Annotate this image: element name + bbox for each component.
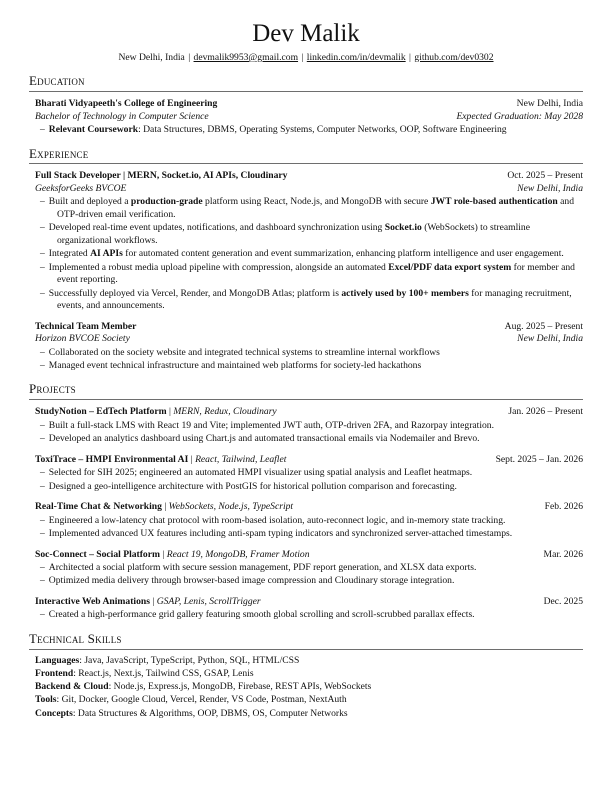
section-skills	[29, 631, 583, 720]
bullet-marker: –	[40, 562, 45, 574]
email-link[interactable]: devmalik9953@gmail.com	[193, 51, 299, 63]
skill-colon: :	[72, 707, 78, 719]
skill-row	[35, 667, 583, 680]
text-segment: and OTP-driven email verification.	[57, 196, 575, 220]
bullet-item	[35, 360, 583, 372]
text-segment: Architected a social platform with secure session management, PDF report generation, and XLSX data exports.	[48, 562, 477, 574]
project-name: Soc-Connect – Social Platform	[35, 548, 160, 560]
pipe-separator: |	[301, 51, 304, 63]
degree-name: Bachelor of Technology in Computer Science	[35, 110, 209, 122]
bullet-text	[49, 575, 455, 586]
text-segment: Designed a geo-intelligence architecture with PostGIS for historical pollution comparison and forecasting.	[48, 480, 457, 492]
bullet-text	[49, 420, 494, 431]
bullet-item	[35, 528, 583, 540]
skill-label: Frontend	[35, 668, 74, 680]
project-tech: WebSockets, Node.js, TypeScript	[168, 501, 294, 513]
project-tech: React, Tailwind, Leaflet	[195, 453, 287, 465]
text-segment: Socket.io	[384, 222, 422, 234]
contact-line	[29, 52, 583, 64]
skill-colon: :	[56, 694, 62, 706]
entry-subtitle-row	[35, 333, 583, 345]
bullet-marker: –	[40, 433, 45, 445]
project-tech: React 19, MongoDB, Framer Motion	[166, 548, 310, 560]
bullet-marker: –	[40, 261, 45, 273]
entry-title-row	[35, 501, 583, 513]
bullet-list	[35, 124, 583, 136]
skill-values: Java, JavaScript, TypeScript, Python, SQL, HTML/CSS	[84, 654, 300, 666]
project-tech: MERN, Redux, Cloudinary	[173, 406, 277, 418]
skill-label: Backend & Cloud	[35, 681, 109, 693]
project-entry	[35, 501, 583, 540]
pipe-separator: |	[409, 51, 411, 63]
skill-values: Node.js, Express.js, MongoDB, Firebase, REST APIs, WebSockets	[113, 681, 372, 693]
bullet-text	[49, 262, 575, 285]
project-title	[35, 549, 310, 561]
bullet-marker: –	[40, 419, 45, 431]
text-segment: Implemented advanced UX features including anti-spam typing indicators and synchronized server-attached timestamps.	[48, 528, 513, 540]
github-link[interactable]: github.com/dev0302	[414, 51, 494, 63]
text-segment: Built a full-stack LMS with React 19 and Vite; implemented JWT auth, OTP-driven 2FA, and Razorpay integration.	[48, 419, 494, 431]
pipe-separator: |	[168, 406, 171, 418]
skill-label: Tools	[35, 694, 57, 706]
bullet-text	[49, 196, 574, 219]
job-title: Full Stack Developer | MERN, Socket.io, AI APIs, Cloudinary	[35, 170, 288, 182]
text-segment: for automated content generation and event summarization, enhancing platform intelligence and user engagement.	[122, 248, 564, 260]
bullet-list	[35, 420, 583, 446]
bullet-item	[35, 515, 583, 527]
text-segment: production-grade	[130, 196, 203, 208]
skill-colon: :	[73, 668, 79, 680]
text-segment: Managed event technical infrastructure and maintained web platforms for society-led hackathons	[48, 359, 422, 371]
entry-date: Jan. 2026 – Present	[508, 406, 583, 418]
pipe-separator: |	[162, 548, 165, 560]
text-segment: Created a high-performance grid gallery featuring smooth global scrolling and scroll-scrubbed parallax effects.	[48, 609, 475, 621]
bullet-marker: –	[40, 222, 45, 234]
text-segment: Built and deployed a	[48, 196, 131, 208]
skill-row	[35, 707, 583, 720]
skill-values: Data Structures & Algorithms, OOP, DBMS, OS, Computer Networks	[77, 707, 348, 719]
organization-name: Horizon BVCOE Society	[35, 333, 130, 345]
entry-subtitle-row	[35, 183, 583, 195]
bullet-list	[35, 467, 583, 493]
experience-entry	[35, 321, 583, 373]
entry-date: Aug. 2025 – Present	[504, 320, 583, 332]
text-segment: Integrated	[48, 248, 91, 260]
skill-colon: :	[79, 654, 85, 666]
entry-title-row	[35, 549, 583, 561]
section-heading-education: Education	[29, 73, 583, 92]
project-title	[35, 596, 261, 608]
pipe-separator: |	[188, 51, 191, 63]
text-segment: Implemented a robust media upload pipeline with compression, alongside an automated	[48, 261, 389, 273]
bullet-item	[35, 347, 583, 359]
education-body	[29, 98, 583, 136]
experience-entry	[35, 170, 583, 312]
entry-date: Dec. 2025	[543, 595, 583, 607]
bullet-text	[49, 360, 421, 371]
bullet-item	[35, 420, 583, 432]
pipe-separator: |	[152, 595, 155, 607]
bullet-text	[49, 528, 512, 539]
project-title	[35, 406, 277, 418]
entry-title-row	[35, 321, 583, 333]
bullet-text	[49, 347, 440, 358]
text-segment: JWT role-based authentication	[430, 196, 558, 208]
bullet-text	[49, 515, 506, 526]
text-segment: (WebSockets) to streamline organizational workflows.	[57, 222, 530, 246]
entry-date: Sept. 2025 – Jan. 2026	[495, 453, 583, 465]
experience-body	[29, 170, 583, 372]
bullet-item	[35, 196, 583, 221]
bullet-marker: –	[40, 467, 45, 479]
entry-location: New Delhi, India	[517, 333, 583, 345]
project-title	[35, 501, 293, 513]
project-entry	[35, 549, 583, 588]
bullet-text	[49, 288, 572, 311]
resume-header	[29, 20, 583, 64]
bullet-list	[35, 196, 583, 312]
skill-values: React.js, Next.js, Tailwind CSS, GSAP, Lenis	[78, 668, 254, 680]
skill-label: Concepts	[35, 707, 73, 719]
bullet-text	[49, 481, 457, 492]
bullet-item	[35, 222, 583, 247]
project-name: Interactive Web Animations	[35, 595, 150, 607]
entry-title-row	[35, 170, 583, 182]
section-heading-skills: Technical Skills	[29, 631, 583, 650]
job-title: Technical Team Member	[35, 320, 137, 332]
bullet-marker: –	[40, 124, 45, 136]
bullet-marker: –	[40, 528, 45, 540]
entry-date: Mar. 2026	[543, 548, 583, 560]
project-entry	[35, 454, 583, 493]
bullet-item	[35, 467, 583, 479]
section-heading-experience: Experience	[29, 146, 583, 165]
bullet-marker: –	[40, 575, 45, 587]
text-segment: Engineered a low-latency chat protocol with room-based isolation, auto-reconnect logic, and in-memory state tracking.	[48, 514, 506, 526]
entry-subtitle-row	[35, 111, 583, 123]
resume-name: Dev Malik	[252, 20, 360, 47]
bullet-item	[35, 262, 583, 287]
bullet-marker: –	[40, 514, 45, 526]
bullet-marker: –	[40, 359, 45, 371]
bullet-text	[49, 124, 507, 135]
text-segment: for managing recruitment, events, and announcements.	[57, 287, 572, 312]
skill-label: Languages	[35, 654, 80, 666]
entry-title-row	[35, 454, 583, 466]
bullet-item	[35, 609, 583, 621]
institution-name: Bharati Vidyapeeth's College of Engineering	[35, 98, 218, 110]
text-segment: Developed real-time event updates, notifications, and dashboard synchronization using	[48, 222, 385, 234]
skill-row	[35, 680, 583, 693]
projects-body	[29, 406, 583, 622]
project-name: ToxiTrace – HMPI Environmental AI	[35, 453, 189, 465]
text-segment: Successfully deployed via Vercel, Render, and MongoDB Atlas; platform is	[48, 287, 342, 299]
bullet-list	[35, 562, 583, 588]
entry-date: Oct. 2025 – Present	[507, 170, 583, 182]
education-entry	[35, 98, 583, 136]
entry-title-row	[35, 406, 583, 418]
bullet-marker: –	[40, 287, 45, 299]
bullet-list	[35, 609, 583, 621]
text-segment: Selected for SIH 2025; engineered an automated HMPI visualizer using spatial analysis and Leaflet heatmaps.	[48, 467, 473, 479]
bullet-item	[35, 562, 583, 574]
bullet-marker: –	[40, 248, 45, 260]
bullet-marker: –	[40, 480, 45, 492]
bullet-item	[35, 288, 583, 313]
entry-date: Feb. 2026	[544, 501, 583, 513]
bullet-text	[49, 467, 472, 478]
section-experience	[29, 146, 583, 373]
graduation-date: Expected Graduation: May 2028	[456, 110, 583, 122]
skills-list	[35, 654, 583, 720]
entry-location: New Delhi, India	[517, 182, 583, 194]
skill-row	[35, 693, 583, 706]
bullet-item	[35, 433, 583, 445]
bullet-list	[35, 347, 583, 373]
project-name: StudyNotion – EdTech Platform	[35, 406, 167, 418]
text-segment: actively used by 100+ members	[341, 287, 469, 299]
project-name: Real-Time Chat & Networking	[35, 501, 162, 513]
text-segment: : Data Structures, DBMS, Operating Systems, Computer Networks, OOP, Software Engineering	[138, 124, 507, 136]
bullet-item	[35, 575, 583, 587]
text-segment: Collaborated on the society website and integrated technical systems to streamline internal workflows	[48, 346, 440, 358]
project-title	[35, 454, 286, 466]
section-projects	[29, 381, 583, 621]
bullet-marker: –	[40, 609, 45, 621]
entry-title-row	[35, 98, 583, 110]
bullet-marker: –	[40, 346, 45, 358]
section-heading-projects: Projects	[29, 381, 583, 400]
project-entry	[35, 406, 583, 445]
entry-location: New Delhi, India	[516, 98, 583, 110]
text-segment: for member and event reporting.	[57, 261, 575, 286]
bullet-item	[35, 248, 583, 260]
skill-values: Git, Docker, Google Cloud, Vercel, Render, VS Code, Postman, NextAuth	[61, 694, 347, 706]
skill-colon: :	[108, 681, 114, 693]
skill-row	[35, 654, 583, 667]
text-segment: Excel/PDF data export system	[388, 261, 512, 273]
bullet-item	[35, 481, 583, 493]
pipe-separator: |	[164, 501, 167, 513]
bullet-marker: –	[40, 196, 45, 208]
text-segment: Optimized media delivery through browser-based image compression and Cloudinary storage integration.	[48, 575, 455, 587]
section-education	[29, 73, 583, 136]
project-tech: GSAP, Lenis, ScrollTrigger	[156, 595, 261, 607]
bullet-text	[49, 222, 530, 245]
entry-title-row	[35, 596, 583, 608]
text-segment: Developed an analytics dashboard using Chart.js and automated transactional emails via Nodemailer and Brevo.	[48, 433, 480, 445]
contact-location: New Delhi, India	[118, 51, 185, 63]
bullet-text	[49, 433, 480, 444]
text-segment: AI APIs	[90, 248, 123, 260]
bullet-text	[49, 609, 475, 620]
text-segment: platform using React, Node.js, and MongoDB with secure	[202, 196, 431, 208]
linkedin-link[interactable]: linkedin.com/in/devmalik	[306, 51, 406, 63]
organization-name: GeeksforGeeks BVCOE	[35, 182, 127, 194]
bullet-text	[49, 248, 564, 259]
project-entry	[35, 596, 583, 622]
bullet-text	[49, 562, 477, 573]
pipe-separator: |	[190, 453, 193, 465]
text-segment: Relevant Coursework	[48, 124, 139, 136]
bullet-item	[35, 124, 583, 136]
bullet-list	[35, 515, 583, 541]
